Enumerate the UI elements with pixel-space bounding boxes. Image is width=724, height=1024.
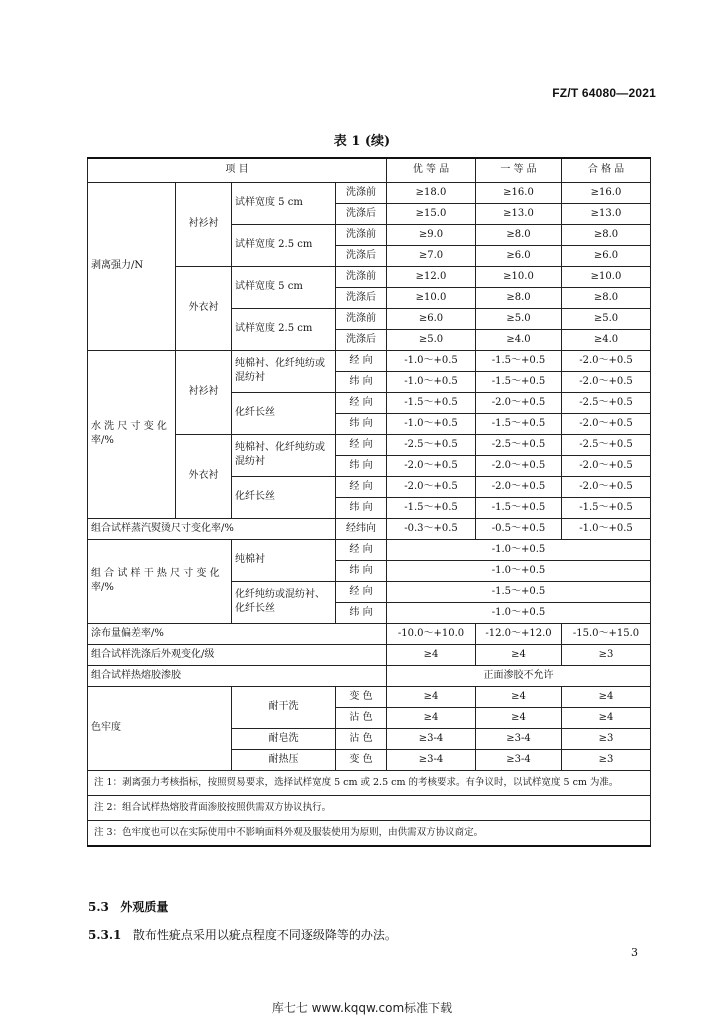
header-superior: 优 等 品 [387, 158, 476, 182]
soap-wash-label: 耐皂洗 [232, 728, 336, 749]
cotton-label: 纯棉衬、化纤纯纺或混纺衬 [232, 350, 336, 392]
cell: ≥4 [387, 686, 476, 707]
cell: -1.5～+0.5 [387, 581, 651, 602]
cell: -2.0～+0.5 [562, 413, 651, 434]
hot-press-label: 耐热压 [232, 749, 336, 770]
warp-weft-label: 经纬向 [336, 518, 387, 539]
warp-label: 经 向 [336, 392, 387, 413]
peel-strength-label: 剥离强力/N [88, 182, 176, 350]
table-caption: 表 1 (续) [333, 134, 391, 149]
header-first: 一 等 品 [476, 158, 562, 182]
color-change-label: 变 色 [336, 686, 387, 707]
cell: -0.5～+0.5 [476, 518, 562, 539]
header-item: 项 目 [88, 158, 387, 182]
weft-label: 纬 向 [336, 497, 387, 518]
cell: -1.5～+0.5 [387, 497, 476, 518]
cotton-only-label: 纯棉衬 [232, 539, 336, 581]
cell: ≥4 [387, 644, 476, 665]
table-note-3: 注 3：色牢度也可以在实际使用中不影响面料外观及服装使用为原则，由供需双方协议商定。 [88, 820, 651, 846]
cell: -1.0～+0.5 [387, 560, 651, 581]
cell: ≥13.0 [562, 203, 651, 224]
cell: ≥13.0 [476, 203, 562, 224]
warp-label: 经 向 [336, 581, 387, 602]
filament-label: 化纤长丝 [232, 392, 336, 434]
cell: ≥4 [562, 686, 651, 707]
table-header-row [88, 158, 651, 182]
width-25cm-label: 试样宽度 2.5 cm [232, 308, 336, 350]
cell: ≥4 [476, 707, 562, 728]
cell: ≥16.0 [476, 182, 562, 203]
weft-label: 纬 向 [336, 413, 387, 434]
cell: -1.0～+0.5 [562, 518, 651, 539]
weft-label: 纬 向 [336, 560, 387, 581]
cell: -1.0～+0.5 [387, 350, 476, 371]
cell: -2.5～+0.5 [562, 392, 651, 413]
cell: -2.0～+0.5 [562, 455, 651, 476]
cell: -10.0～+10.0 [387, 623, 476, 644]
appearance-change-label: 组合试样洗涤后外观变化/级 [88, 644, 387, 665]
cell: -12.0～+12.0 [476, 623, 562, 644]
cell: ≥7.0 [387, 245, 476, 266]
cell: ≥12.0 [387, 266, 476, 287]
cell: ≥18.0 [387, 182, 476, 203]
cell: -1.5～+0.5 [562, 497, 651, 518]
wash-change-label: 水 洗 尺 寸 变 化率/% [88, 350, 176, 518]
cell: ≥4 [476, 644, 562, 665]
section-title: 外观质量 [120, 900, 169, 914]
cell: -2.5～+0.5 [476, 434, 562, 455]
color-fastness-label: 色牢度 [88, 686, 232, 770]
wash-shirt-label: 衬衫衬 [176, 350, 232, 434]
cell: ≥3-4 [387, 728, 476, 749]
table-row [88, 182, 651, 203]
weft-label: 纬 向 [336, 371, 387, 392]
cell: ≥3-4 [476, 749, 562, 770]
cell: ≥8.0 [476, 287, 562, 308]
cell: ≥6.0 [387, 308, 476, 329]
wash-coat-label: 外衣衬 [176, 434, 232, 518]
cell: ≥3 [562, 728, 651, 749]
chemical-fiber-label: 化纤纯纺或混纺衬、化纤长丝 [232, 581, 336, 623]
cell: ≥3 [562, 749, 651, 770]
steam-change-label: 组合试样蒸汽熨烫尺寸变化率/% [88, 518, 336, 539]
cell: ≥5.0 [387, 329, 476, 350]
cell: ≥4 [562, 707, 651, 728]
cell: -2.5～+0.5 [387, 434, 476, 455]
table-note-1: 注 1：剥离强力考核指标，按照贸易要求，选择试样宽度 5 cm 或 2.5 cm 的考核要求。有争议时，以试样宽度 5 cm 为准。 [88, 770, 651, 795]
cell: -1.5～+0.5 [476, 350, 562, 371]
staining-label: 沾 色 [336, 728, 387, 749]
after-wash-label: 洗涤后 [336, 203, 387, 224]
cell: -2.5～+0.5 [562, 434, 651, 455]
cell: -2.0～+0.5 [476, 476, 562, 497]
cell: ≥5.0 [562, 308, 651, 329]
cell: ≥9.0 [387, 224, 476, 245]
cell: ≥10.0 [562, 266, 651, 287]
section-text: 散布性疵点采用以疵点程度不同逐级降等的办法。 [132, 928, 397, 942]
cell: -1.0～+0.5 [387, 539, 651, 560]
warp-label: 经 向 [336, 476, 387, 497]
cell: ≥4.0 [476, 329, 562, 350]
cell: ≥4 [387, 707, 476, 728]
table-row [88, 686, 651, 707]
cell: ≥16.0 [562, 182, 651, 203]
cell: -2.0～+0.5 [476, 392, 562, 413]
section-5-3 [88, 898, 168, 915]
page-number: 3 [631, 946, 638, 959]
cell: ≥3 [562, 644, 651, 665]
cell: -15.0～+15.0 [562, 623, 651, 644]
peel-coat-label: 外衣衬 [176, 266, 232, 350]
table-row [88, 795, 651, 820]
cell: -2.0～+0.5 [476, 455, 562, 476]
strike-through-label: 组合试样热熔胶渗胶 [88, 665, 387, 686]
cell: ≥4.0 [562, 329, 651, 350]
warp-label: 经 向 [336, 434, 387, 455]
before-wash-label: 洗涤前 [336, 308, 387, 329]
cell: ≥8.0 [476, 224, 562, 245]
table-row [88, 350, 651, 371]
section-5-3-1 [88, 926, 397, 943]
dry-clean-label: 耐干洗 [232, 686, 336, 728]
cell: ≥8.0 [562, 224, 651, 245]
cell: -1.0～+0.5 [387, 371, 476, 392]
table-row [88, 644, 651, 665]
section-number: 5.3 [88, 900, 109, 914]
coating-deviation-label: 涂布量偏差率/% [88, 623, 387, 644]
section-number: 5.3.1 [88, 928, 122, 942]
table-row [88, 518, 651, 539]
cell: ≥4 [476, 686, 562, 707]
weft-label: 纬 向 [336, 455, 387, 476]
dry-heat-label: 组 合 试 样 干 热 尺 寸 变 化率/% [88, 539, 232, 623]
cell: -2.0～+0.5 [387, 476, 476, 497]
table-row [88, 623, 651, 644]
after-wash-label: 洗涤后 [336, 287, 387, 308]
cell: -1.5～+0.5 [476, 371, 562, 392]
before-wash-label: 洗涤前 [336, 224, 387, 245]
before-wash-label: 洗涤前 [336, 182, 387, 203]
cell: ≥6.0 [476, 245, 562, 266]
cell: ≥10.0 [476, 266, 562, 287]
cell: ≥8.0 [562, 287, 651, 308]
width-5cm-label: 试样宽度 5 cm [232, 182, 336, 224]
filament-label: 化纤长丝 [232, 476, 336, 518]
cell: ≥10.0 [387, 287, 476, 308]
cell: ≥5.0 [476, 308, 562, 329]
warp-label: 经 向 [336, 539, 387, 560]
footer-watermark: 库七七 www.kqqw.com标准下载 [271, 1001, 453, 1015]
staining-label: 沾 色 [336, 707, 387, 728]
table-row [88, 770, 651, 795]
weft-label: 纬 向 [336, 602, 387, 623]
cell: -2.0～+0.5 [387, 455, 476, 476]
cell: -2.0～+0.5 [562, 350, 651, 371]
cell: -1.0～+0.5 [387, 602, 651, 623]
table-note-2: 注 2：组合试样热熔胶背面渗胶按照供需双方协议执行。 [88, 795, 651, 820]
cell: -1.0～+0.5 [387, 413, 476, 434]
peel-shirt-label: 衬衫衬 [176, 182, 232, 266]
width-25cm-label: 试样宽度 2.5 cm [232, 224, 336, 266]
cotton-label: 纯棉衬、化纤纯纺或混纺衬 [232, 434, 336, 476]
after-wash-label: 洗涤后 [336, 329, 387, 350]
standard-code: FZ/T 64080—2021 [552, 86, 656, 100]
cell: -2.0～+0.5 [562, 476, 651, 497]
table-row [88, 665, 651, 686]
cell: ≥15.0 [387, 203, 476, 224]
warp-label: 经 向 [336, 350, 387, 371]
header-qualified: 合 格 品 [562, 158, 651, 182]
cell: ≥3-4 [476, 728, 562, 749]
cell: ≥3-4 [387, 749, 476, 770]
before-wash-label: 洗涤前 [336, 266, 387, 287]
cell: -1.5～+0.5 [476, 413, 562, 434]
cell: -2.0～+0.5 [562, 371, 651, 392]
cell: ≥6.0 [562, 245, 651, 266]
cell: -0.3～+0.5 [387, 518, 476, 539]
cell: 正面渗胶不允许 [387, 665, 651, 686]
width-5cm-label: 试样宽度 5 cm [232, 266, 336, 308]
table-row [88, 539, 651, 560]
cell: -1.5～+0.5 [387, 392, 476, 413]
after-wash-label: 洗涤后 [336, 245, 387, 266]
color-change-label: 变 色 [336, 749, 387, 770]
table-row [88, 820, 651, 846]
cell: -1.5～+0.5 [476, 497, 562, 518]
requirements-table [87, 157, 651, 847]
